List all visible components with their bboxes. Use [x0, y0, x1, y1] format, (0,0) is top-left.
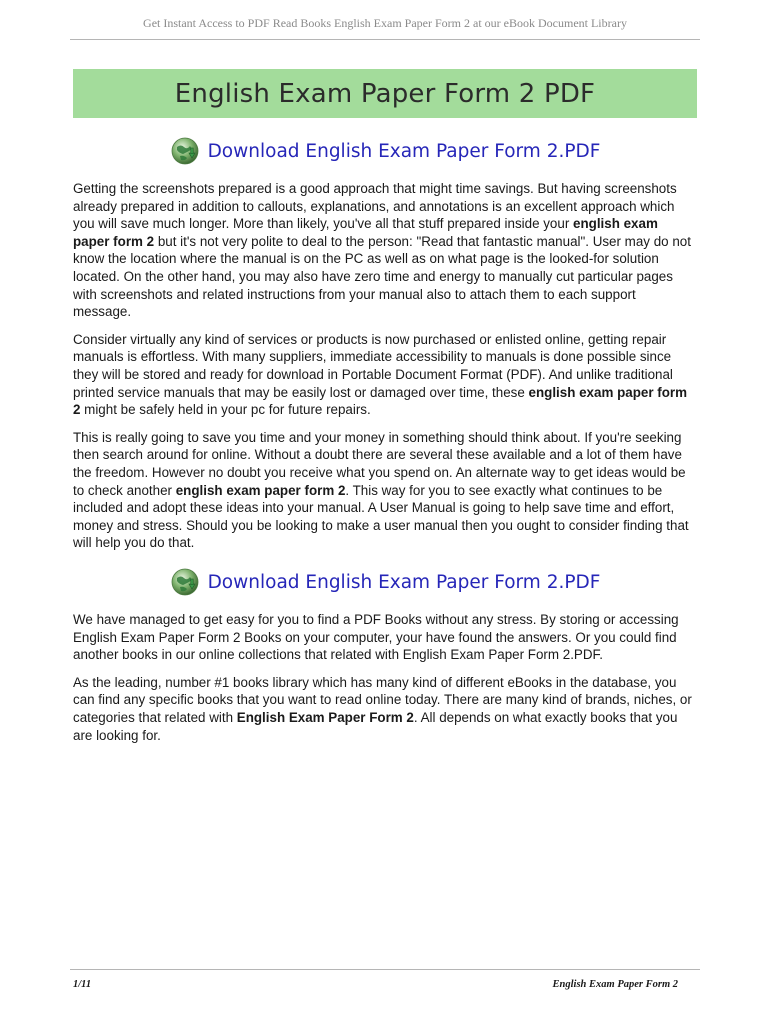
header-divider: [70, 39, 700, 40]
text-run: As the leading, number #1 books library which has many kind of different eBooks in the database, you can find any specific books that you want to read online today. There are many kind of brands, niches, or categories that related with: [73, 674, 692, 725]
document-title: English Exam Paper Form 2 PDF: [174, 78, 596, 109]
body-paragraph: [73, 331, 695, 419]
title-banner: [73, 69, 697, 118]
text-run: This is really going to save you time and your money in something should think about. If you're seeking then search around for online. Without a doubt there are several these available and a lot of them have the freedom. However no doubt you receive what you spend on. An alternate way to get ideas would be to check another: [73, 429, 686, 498]
text-run: might be safely held in your pc for future repairs.: [80, 402, 371, 418]
page-number: 1/11: [73, 979, 92, 990]
download-link-bottom[interactable]: [0, 567, 770, 597]
body-paragraph: [73, 611, 695, 664]
text-run: but it's not very polite to deal to the person: "Read that fantastic manual". User may do not know the location where the manual is on the PC as well as on what page is the looked-for solution located. On the other hand, you may also have zero time and energy to manually cut particular pages with screenshots and related instructions from your manual also to attach them to each support message.: [73, 233, 691, 320]
text-run: . This way for you to see exactly what continues to be included and adopt these ideas into your manual. A User Manual is going to help save time and effort, money and stress. Should you be looking to make a user manual then you ought to consider finding that will help you do that.: [73, 482, 689, 551]
text-run: Getting the screenshots prepared is a good approach that might time savings. But having screenshots already prepared in addition to callouts, explanations, and annotations is an excellent approach which you will save much longer. More than likely, you've all that stuff prepared inside your: [73, 181, 677, 232]
globe-download-icon: [170, 567, 200, 597]
keyword-emphasis: english exam paper form 2: [73, 216, 658, 249]
download-link-label[interactable]: Download English Exam Paper Form 2.PDF: [207, 571, 601, 593]
keyword-emphasis: English Exam Paper Form 2: [236, 709, 414, 725]
download-link-top[interactable]: [0, 136, 770, 166]
keyword-emphasis: english exam paper form 2: [175, 482, 346, 498]
footer-divider: [70, 969, 700, 970]
body-paragraph: [73, 180, 695, 321]
body-section-1: [73, 180, 695, 562]
body-section-2: [73, 611, 695, 754]
text-run: . All depends on what exactly books that you are looking for.: [73, 709, 678, 743]
download-link-label[interactable]: Download English Exam Paper Form 2.PDF: [207, 140, 601, 162]
footer-title: English Exam Paper Form 2: [552, 979, 678, 990]
body-paragraph: [73, 674, 695, 744]
text-run: We have managed to get easy for you to find a PDF Books without any stress. By storing or accessing English Exam Paper Form 2 Books on your computer, your have found the answers. Or you could find another books in our online collections that related with English Exam Paper Form 2.PDF.: [73, 612, 679, 663]
globe-download-icon: [170, 136, 200, 166]
text-run: Consider virtually any kind of services or products is now purchased or enlisted online, getting repair manuals is effortless. With many suppliers, immediate accessibility to manuals is done possible since they will be stored and ready for download in Portable Document Format (PDF). And unlike traditional printed service manuals that may be easily lost or damaged over time, these: [73, 331, 673, 400]
body-paragraph: [73, 429, 695, 552]
keyword-emphasis: english exam paper form 2: [73, 384, 688, 418]
page-header: Get Instant Access to PDF Read Books English Exam Paper Form 2 at our eBook Document Library: [143, 16, 627, 30]
